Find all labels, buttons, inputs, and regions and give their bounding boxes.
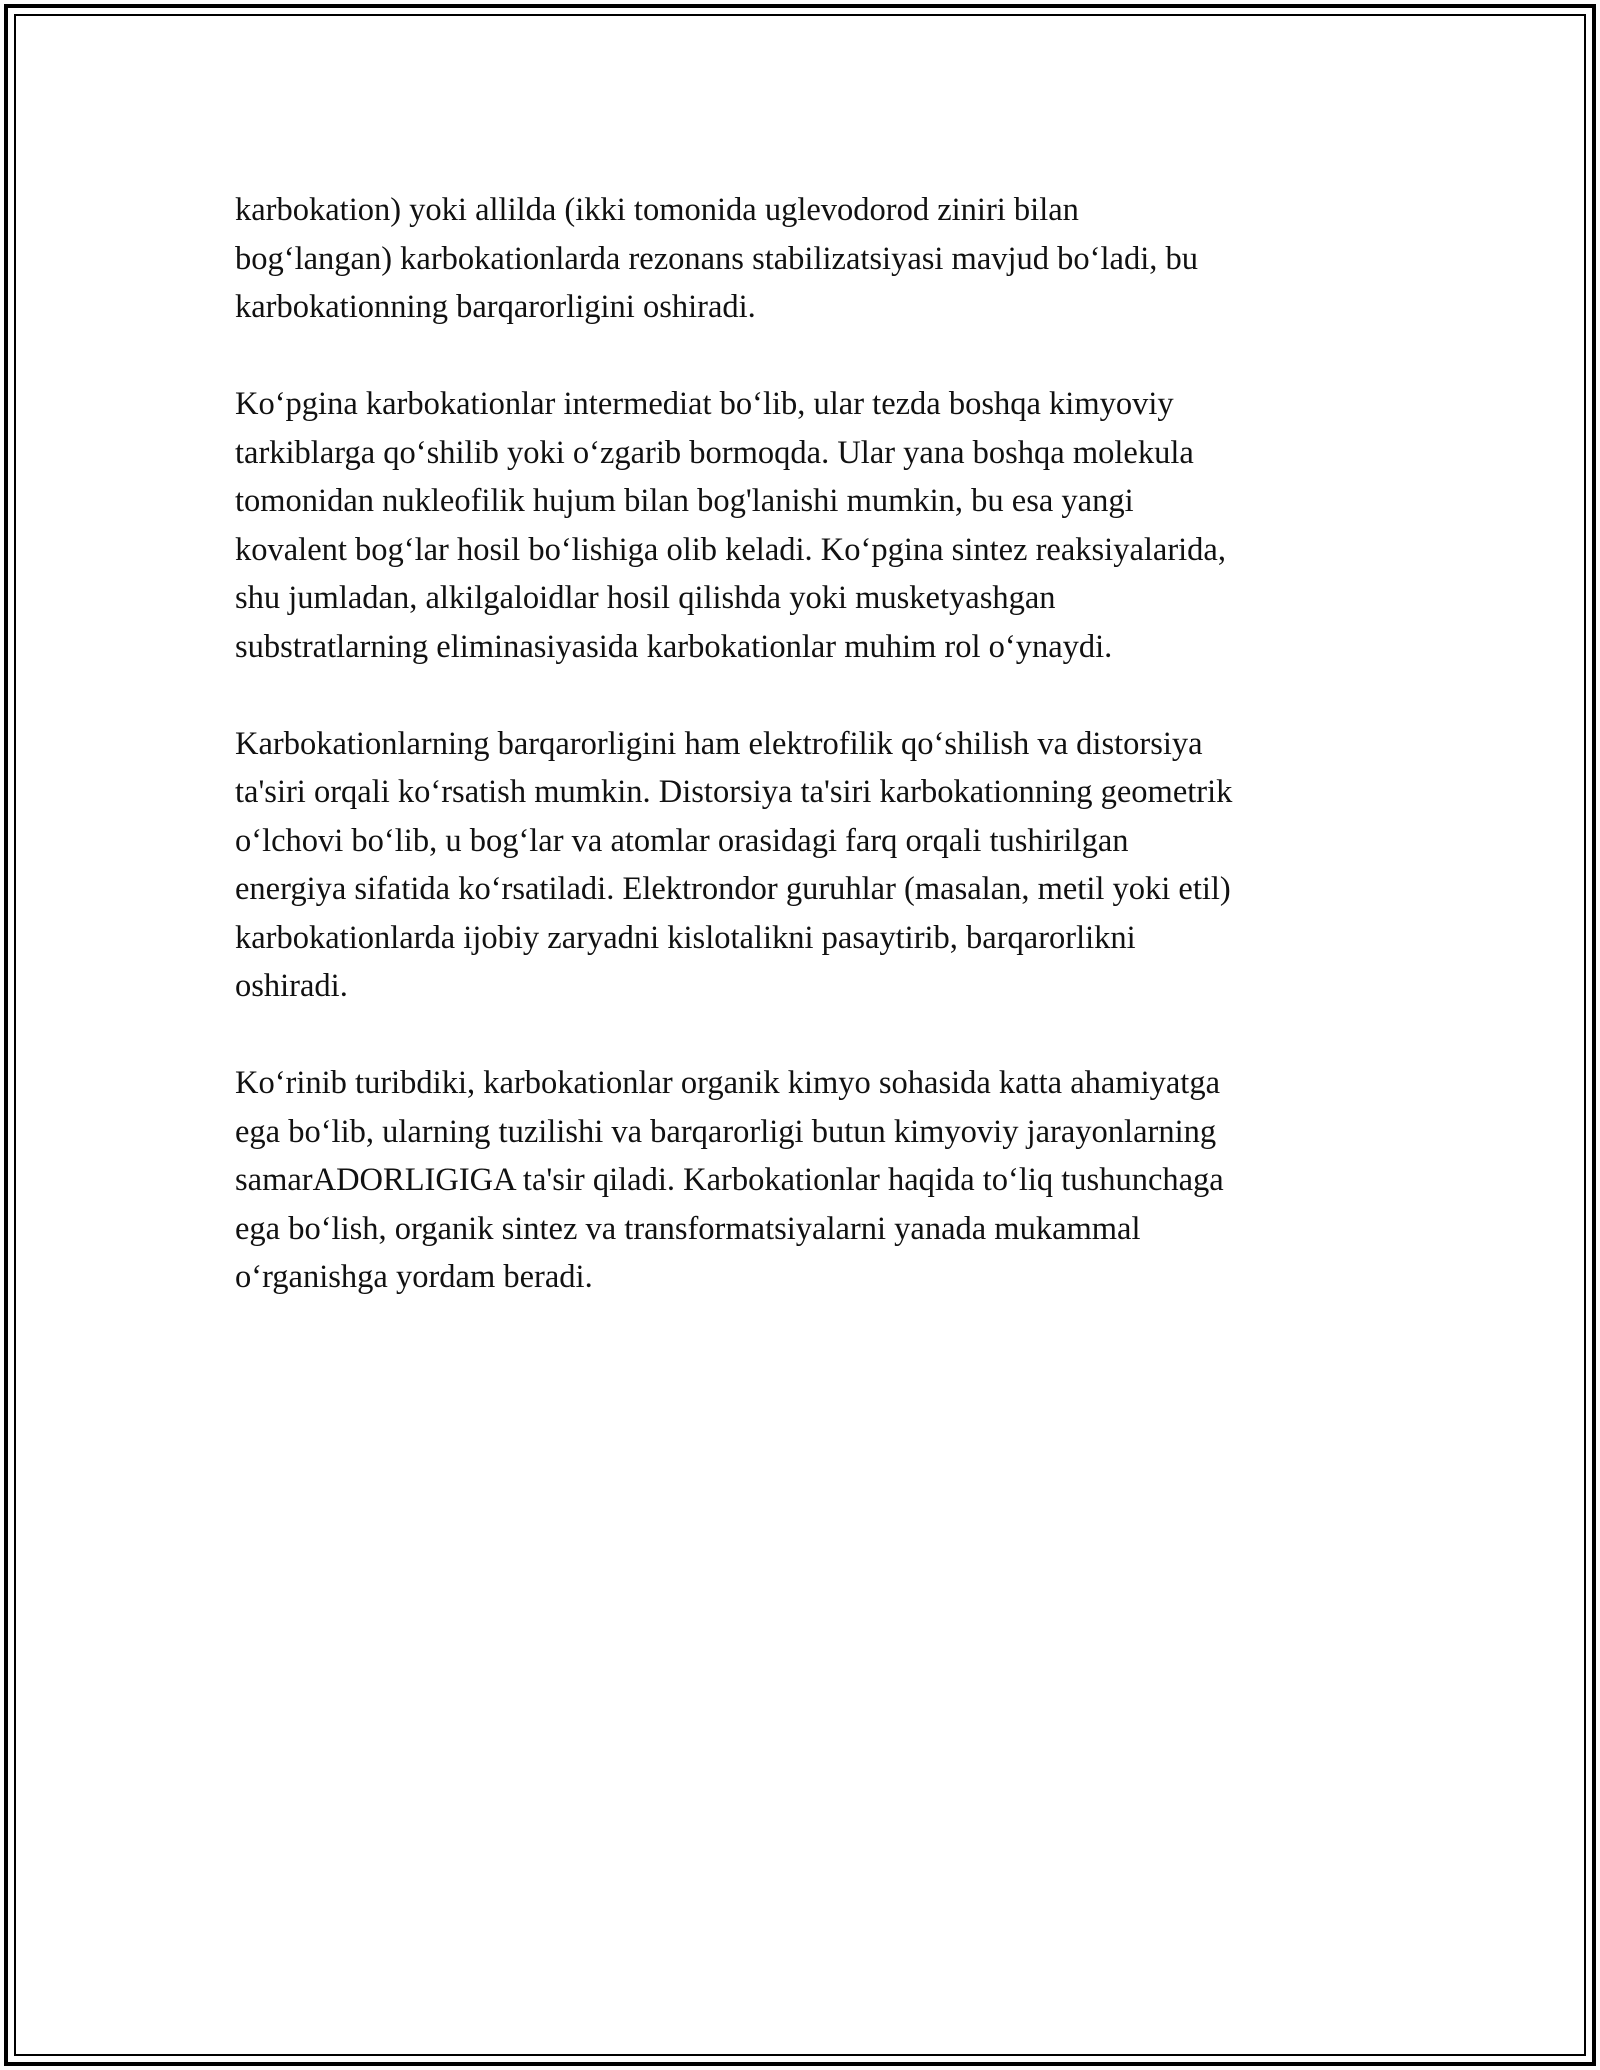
text-line: Karbokationlarning barqarorligini ham elektrofilik qo‘shilish va distorsiya	[235, 725, 1203, 762]
text-line: karbokation) yoki allilda (ikki tomonida uglevodorod ziniri bilan	[235, 192, 1079, 228]
text-line: substratlarning eliminasiyasida karbokationlar muhim rol o‘ynaydi.	[235, 628, 1113, 665]
text-line: shu jumladan, alkilgaloidlar hosil qilishda yoki musketyashgan	[235, 580, 1056, 616]
paragraph-1	[235, 186, 1375, 332]
text-line: ega bo‘lish, organik sintez va transformatsiyalarni yanada mukammal	[235, 1210, 1141, 1247]
paragraph-3	[235, 720, 1375, 1011]
text-line: o‘lchovi bo‘lib, u bog‘lar va atomlar orasidagi farq orqali tushirilgan	[235, 822, 1129, 859]
text-line: karbokationlarda ijobiy zaryadni kislotalikni pasaytirib, barqarorlikni	[235, 919, 1136, 956]
document-body	[235, 186, 1375, 1350]
text-line: oshiradi.	[235, 968, 348, 1004]
paragraph-4	[235, 1059, 1375, 1302]
text-line: samarADORLIGIGA ta'sir qiladi. Karbokationlar haqida to‘liq tushunchaga	[235, 1162, 1224, 1198]
text-line: ta'siri orqali ko‘rsatish mumkin. Distorsiya ta'siri karbokationning geometrik	[235, 774, 1233, 810]
text-line: energiya sifatida ko‘rsatiladi. Elektrondor guruhlar (masalan, metil yoki etil)	[235, 871, 1231, 907]
paragraph-2	[235, 380, 1375, 671]
text-line: kovalent bog‘lar hosil bo‘lishiga olib keladi. Ko‘pgina sintez reaksiyalarida,	[235, 531, 1226, 568]
text-line: tarkiblarga qo‘shilib yoki o‘zgarib bormoqda. Ular yana boshqa molekula	[235, 434, 1194, 471]
text-line: Ko‘rinib turibdiki, karbokationlar organik kimyo sohasida katta ahamiyatga	[235, 1065, 1220, 1101]
text-line: o‘rganishga yordam beradi.	[235, 1259, 593, 1295]
text-line: tomonidan nukleofilik hujum bilan bog'lanishi mumkin, bu esa yangi	[235, 483, 1134, 519]
text-line: karbokationning barqarorligini oshiradi.	[235, 289, 756, 325]
text-line: ega bo‘lib, ularning tuzilishi va barqarorligi butun kimyoviy jarayonlarning	[235, 1113, 1217, 1150]
text-line: bog‘langan) karbokationlarda rezonans stabilizatsiyasi mavjud bo‘ladi, bu	[235, 240, 1198, 277]
text-line: Ko‘pgina karbokationlar intermediat bo‘lib, ular tezda boshqa kimyoviy	[235, 386, 1174, 422]
